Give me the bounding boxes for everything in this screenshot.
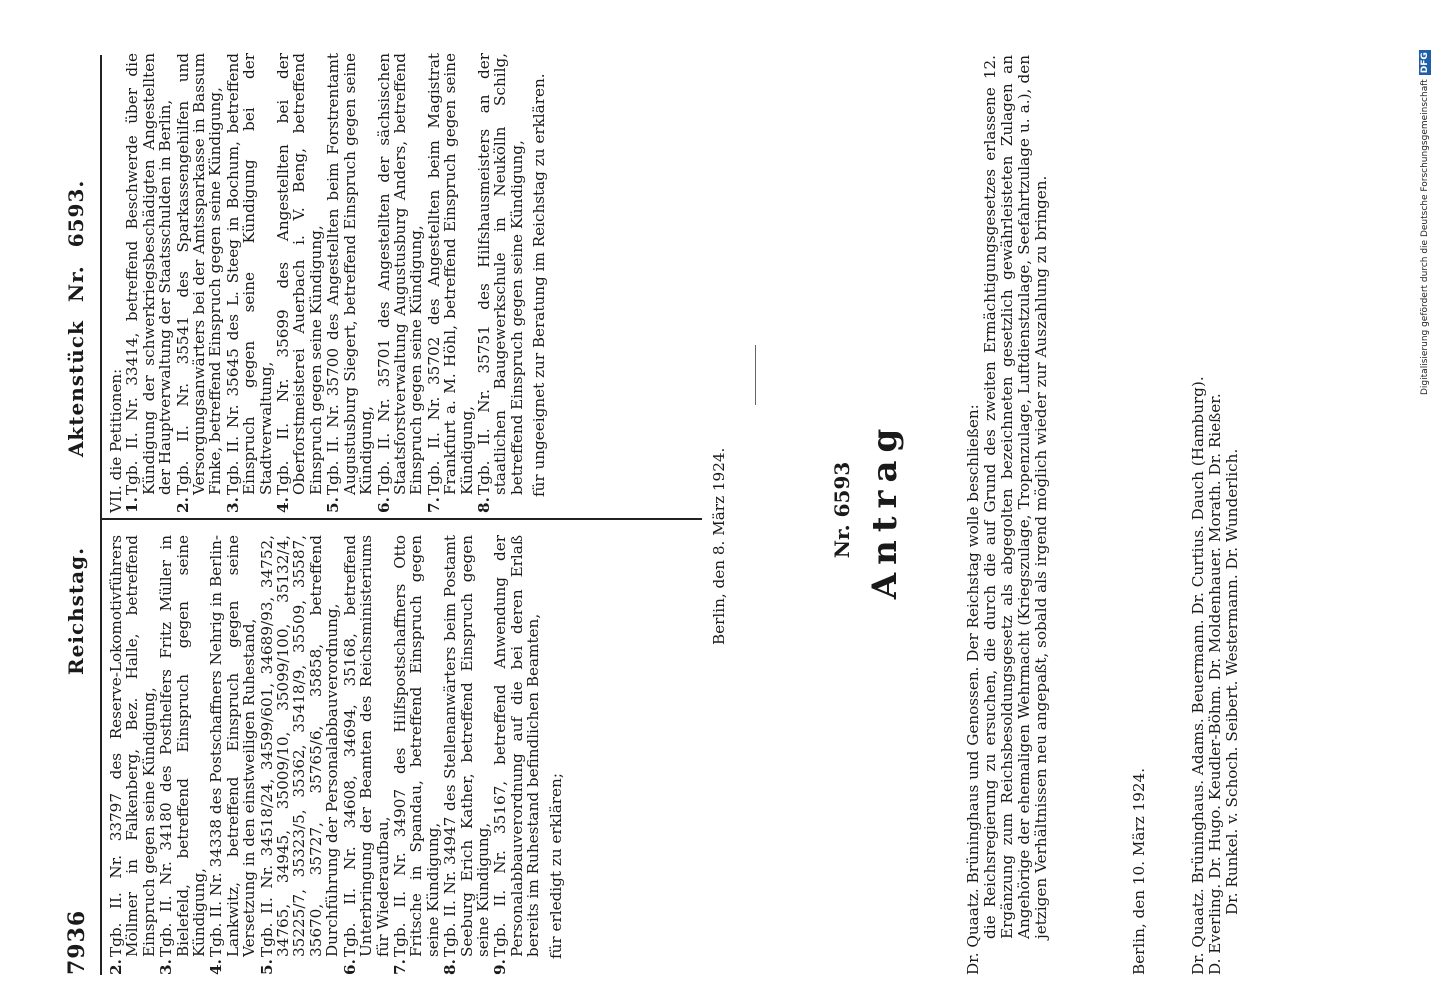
- petition-item: [392, 535, 441, 975]
- petition-item: [376, 53, 425, 513]
- document-title: Antrag: [865, 420, 905, 600]
- right-closing: für ungeeignet zur Beratung im Reichstag zu erklären.: [530, 73, 549, 497]
- petition-item: [158, 535, 207, 975]
- petition-item: [325, 53, 374, 513]
- petition-item: [476, 53, 525, 513]
- item-text: Tgb. II. Nr. 35700 des Angestellten beim Forstrentamt Augustusburg Siegert, betreffend Einspruch gegen seine Kündigung,: [324, 53, 376, 495]
- item-text: Tgb. II. Nr. 34180 des Posthelfers Fritz Müller in Bielefeld, betreffend Einspruch gegen seine Kündigung,: [157, 535, 209, 957]
- item-number: 6.: [340, 959, 359, 975]
- item-text: Tgb. II. Nr. 34947 des Stellenanwärters beim Postamt Seeburg Erich Kather, betreffend Einspruch gegen seine Kündigung,: [441, 535, 492, 957]
- signature-line: Dr. Runkel. v. Schoch. Seibert. Westermann. Dr. Wunderlich.: [1223, 448, 1241, 915]
- motion-lead: Dr. Quaatz. Brüninghaus und Genossen. Der Reichstag wolle beschließen:: [964, 404, 982, 975]
- item-number: 7.: [390, 959, 409, 975]
- date-line-2: Berlin, den 10. März 1924.: [1130, 767, 1148, 975]
- item-text: Tgb. II. Nr. 33414, betreffend Beschwerde über die Kündigung der schwerkriegsbeschädigten Angestellten der Hauptverwaltung der Staatsschulden in Berlin,: [123, 53, 175, 495]
- date-line-1: Berlin, den 8. März 1924.: [710, 447, 728, 645]
- digitization-note: [1413, 0, 1434, 395]
- item-number: 3.: [157, 959, 176, 975]
- motion-text: die Reichsregierung zu ersuchen, die durch die auf Grund des zweiten Ermächtigungsgesetzes erlassene 12. Ergänzung zum Reichsbesoldungsgesetz als abgegolten bezeichneten gesetzlich gewährleisteten Zulagen an Angehörige der ehemaligen Wehrmacht (Kriegszulage, Tropenzulage, Luftdienstzulage, Seefahrtzulage u. a.), den jetzigen Verhältnissen neu angepaßt, sobald als irgend möglich wieder zur Auszahlung zu bringen.: [981, 55, 1050, 939]
- digitization-text: Digitalisierung gefördert durch die Deutsche Forschungsgemeinschaft: [1420, 79, 1430, 395]
- document-number: Nr. 6593: [830, 461, 854, 559]
- rotated-page: [60, 45, 1260, 975]
- item-text: Tgb. II. Nr. 35751 des Hilfshausmeisters an der staatlichen Baugewerkschule in Neukölln Schilg, betreffend Einspruch gegen seine Kündigung,: [474, 53, 526, 495]
- item-text: Tgb. II. Nr. 34907 des Hilfspostschaffners Otto Fritsche in Spandau, betreffend Einspruch gegen seine Kündigung,: [390, 535, 442, 957]
- petition-item: [208, 535, 257, 975]
- item-number: 2.: [173, 497, 192, 513]
- signatures: [1190, 55, 1241, 975]
- petition-item: [175, 53, 224, 513]
- item-text: Tgb. II. Nr. 35541 des Sparkassengehilfen und Versorgungsanwärters bei der Amtssparkasse in Bassum Finke, betreffend Einspruch gegen seine Kündigung,: [173, 53, 225, 495]
- petition-item: [259, 535, 341, 975]
- signature-line: D. Everling. Dr. Hugo. Keudler-Böhm. Dr. Moldenhauer. Morath. Dr. Rießer.: [1206, 393, 1224, 975]
- petition-item: [342, 535, 391, 975]
- left-column: [108, 535, 570, 975]
- item-text: Tgb. II. Nr. 34518/24, 34599/601, 34689/93, 34752, 34765, 34945, 35009/10, 35099/100, 35132/4, 35225/7, 35323/5, 35362, 35418/9, 35509, 35587, 35670, 35727, 35765/6, 35858, betreffend Durchführung der Personalabbauverordnung,: [257, 535, 342, 957]
- item-number: 8.: [474, 497, 493, 513]
- item-text: Tgb. II. Nr. 33797 des Reserve-Lokomotivführers Möllmer in Falkenberg, Bez. Halle, betreffend Einspruch gegen seine Kündigung,: [107, 535, 158, 957]
- item-number: 2.: [107, 959, 125, 975]
- page-header: [60, 45, 96, 975]
- petition-item: [275, 53, 324, 513]
- petition-item: [225, 53, 274, 513]
- item-number: 5.: [324, 497, 343, 513]
- item-number: 7.: [424, 497, 443, 513]
- item-number: 6.: [374, 497, 393, 513]
- item-text: Tgb. II. Nr. 34608, 34694, 35168, betreffend Unterbringung der Beamten des Reichsministeriums für Wiederaufbau,: [340, 535, 392, 957]
- item-text: Tgb. II. Nr. 34338 des Postschaffners Nehrig in Berlin-Lankwitz, betreffend Einspruch gegen seine Versetzung in den einstweiligen Ruhestand,: [207, 535, 259, 957]
- petition-item: [108, 535, 157, 975]
- item-text: Tgb. II. Nr. 35167, betreffend Anwendung der Personalabbauverordnung auf die bei deren Erlaß bereits im Ruhestand befindlichen Beamten,: [491, 535, 543, 957]
- signature-line: Dr. Quaatz. Brüninghaus. Adams. Beuermann. Dr. Curtius. Dauch (Hamburg).: [1189, 376, 1207, 975]
- motion-block: [965, 55, 1050, 975]
- right-intro: VII. die Petitionen:: [107, 368, 125, 513]
- item-text: Tgb. II. Nr. 35645 des L. Steeg in Bochum, betreffend Einspruch gegen seine Kündigung bei der Stadtverwaltung,: [223, 53, 275, 495]
- item-text: Tgb. II. Nr. 35699 des Angestellten bei der Oberforstmeisterei Auerbach i. V. Beng, betreffend Einspruch gegen seine Kündigung,: [274, 53, 325, 495]
- item-number: 3.: [223, 497, 242, 513]
- header-left: Reichstag.: [64, 546, 88, 675]
- column-divider: [102, 518, 702, 520]
- dfg-logo: DFG: [1420, 52, 1430, 74]
- item-text: Tgb. II. Nr. 35701 des Angestellten der sächsischen Staatsforstverwaltung Augustusburg Anders, betreffend Einspruch gegen seine Kündigung,: [374, 53, 426, 495]
- petition-item: [124, 53, 173, 513]
- petition-item: [442, 535, 491, 975]
- item-number: 4.: [274, 497, 293, 513]
- left-closing: für erledigt zu erklären;: [546, 773, 565, 959]
- header-right: Aktenstück Nr. 6593.: [64, 179, 88, 458]
- page-number: 7936: [64, 909, 90, 975]
- item-number: 5.: [257, 959, 276, 975]
- item-number: 8.: [441, 959, 460, 975]
- item-number: 9.: [491, 959, 510, 975]
- header-rule: [100, 55, 102, 975]
- header-title: [64, 180, 88, 675]
- petition-item: [426, 53, 475, 513]
- item-number: 1.: [123, 497, 142, 513]
- petition-item: [492, 535, 541, 975]
- separator-dash: [755, 345, 756, 405]
- right-column: [108, 53, 554, 513]
- item-text: Tgb. II. Nr. 35702 des Angestellten beim Magistrat Frankfurt a. M. Höhl, betreffend Einspruch gegen seine Kündigung,: [424, 53, 476, 495]
- item-number: 4.: [207, 959, 226, 975]
